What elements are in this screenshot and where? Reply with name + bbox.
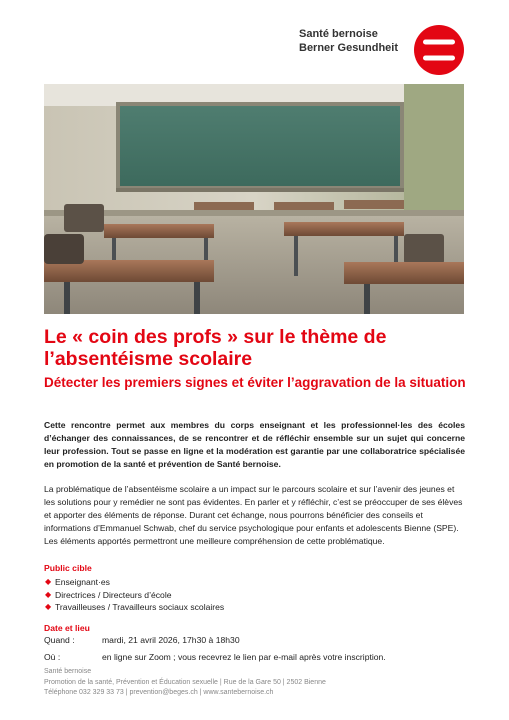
footer-contact: Téléphone 032 329 33 73 | prevention@beges.ch | www.santebernoise.ch bbox=[44, 689, 274, 696]
where-value: en ligne sur Zoom ; vous recevrez le lien par e-mail après votre inscription. bbox=[102, 652, 386, 662]
document-title: Le « coin des profs » sur le thème de l’absentéisme scolaire bbox=[44, 326, 387, 370]
classroom-photo bbox=[44, 84, 464, 314]
place-row bbox=[44, 651, 386, 663]
footer bbox=[44, 667, 326, 699]
audience-item-label: Travailleuses / Travailleurs sociaux scolaires bbox=[55, 602, 225, 612]
date-place-heading: Date et lieu bbox=[44, 623, 90, 633]
body-paragraph: La problématique de l’absentéisme scolaire a un impact sur le parcours scolaire et sur l’avenir des jeunes et les solutions pour y remédier ne sont pas évidentes. En parler et y réfléchir, c’est se préoccuper de ses élèves et apporter des éléments de réponse. Durant cet échange, nous pourrons bénéficier des conseils et informations d’Emmanuel Schwab, chef du service psychologique pour enfants et adolescents Bienne (SPE). Les éléments apportés permettront une meilleure compréhension de cette problématique. bbox=[44, 484, 463, 546]
sante-bernoise-logo-icon bbox=[414, 25, 464, 75]
list-item bbox=[44, 576, 224, 589]
where-label: Où : bbox=[44, 652, 61, 662]
org-name-de: Berner Gesundheit bbox=[299, 42, 399, 54]
audience-heading: Public cible bbox=[44, 563, 92, 573]
bullet-icon: ◆ bbox=[45, 577, 52, 586]
list-item bbox=[44, 589, 224, 602]
intro-paragraph: Cette rencontre permet aux membres du corps enseignant et les professionnel·les des écoles d’échanger des connaissances, de se rencontrer et de réfléchir ensemble sur un sujet qui concerne leur profession. Tout se passe en ligne et la modération est garantie par une collaboratrice spécialisée en promotion de la santé et prévention de Santé bernoise. bbox=[44, 420, 465, 469]
org-name-fr: Santé bernoise bbox=[299, 28, 378, 40]
list-item bbox=[44, 601, 224, 614]
footer-address: Promotion de la santé, Prévention et Éducation sexuelle | Rue de la Gare 50 | 2502 Bienne bbox=[44, 678, 326, 686]
audience-item-label: Enseignant·es bbox=[55, 577, 110, 587]
when-label: Quand : bbox=[44, 635, 75, 645]
audience-item-label: Directrices / Directeurs d’école bbox=[55, 589, 172, 600]
audience-list bbox=[44, 576, 224, 614]
organization-name bbox=[299, 27, 398, 55]
when-value: mardi, 21 avril 2026, 17h30 à 18h30 bbox=[102, 635, 240, 645]
date-row bbox=[44, 634, 240, 646]
bullet-icon: ◆ bbox=[45, 602, 52, 611]
bullet-icon: ◆ bbox=[45, 589, 52, 599]
footer-org: Santé bernoise bbox=[44, 668, 92, 675]
document-subtitle: Détecter les premiers signes et éviter l’aggravation de la situation bbox=[44, 375, 466, 390]
